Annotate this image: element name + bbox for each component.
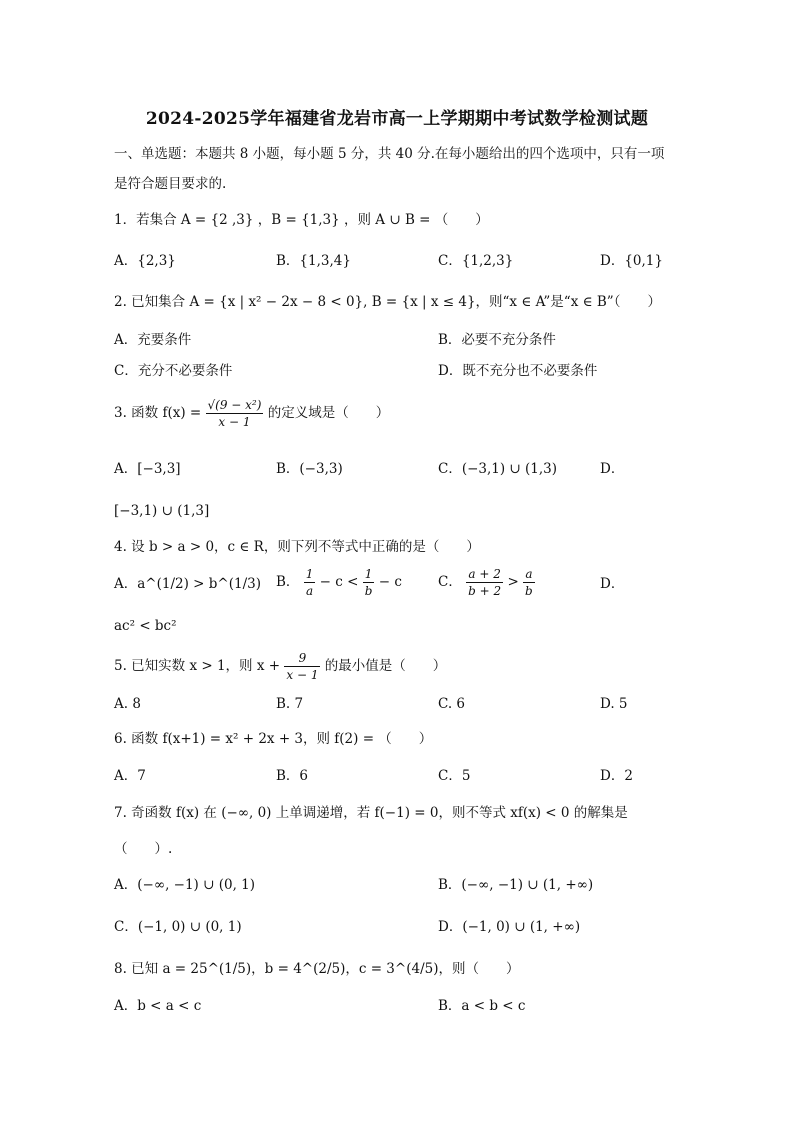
question-5-option-b: B. 7 bbox=[276, 696, 304, 712]
question-3-option-d: D． bbox=[600, 461, 625, 477]
question-3-option-c: C．(−3,1) ∪ (1,3) bbox=[438, 461, 558, 477]
question-3-denominator: x − 1 bbox=[218, 415, 251, 429]
question-5-option-d: D. 5 bbox=[600, 696, 628, 712]
frac-denominator: x − 1 bbox=[286, 668, 319, 682]
question-8-option-a: A．b < a < c bbox=[114, 998, 202, 1014]
page-title: 2024-2025学年福建省龙岩市高一上学期期中考试数学检测试题 bbox=[145, 109, 649, 129]
question-1-option-a: A．{2,3} bbox=[114, 253, 176, 269]
question-2-option-a: A．充要条件 bbox=[114, 332, 192, 348]
question-8-option-b: B．a < b < c bbox=[438, 998, 526, 1014]
frac-denominator: a bbox=[305, 584, 314, 598]
question-5-fraction bbox=[284, 650, 320, 683]
question-4-option-b-mid: − c < bbox=[319, 574, 359, 590]
question-3-option-d-value: [−3,1) ∪ (1,3] bbox=[114, 503, 210, 519]
question-4-option-b-suffix: − c bbox=[378, 574, 402, 590]
question-3-stem-suffix: 的定义域是（ ） bbox=[267, 405, 390, 421]
question-7-stem: 7. 奇函数 f(x) 在 (−∞, 0) 上单调递增，若 f(−1) = 0，则不等式 xf(x) < 0 的解集是 bbox=[114, 805, 628, 821]
question-1-stem: 1．若集合 A = {2 ,3} ，B = {1,3} ，则 A ∪ B = （ ） bbox=[114, 212, 489, 228]
frac-denominator: b bbox=[525, 584, 533, 598]
question-4-option-a: A．a^(1/2) > b^(1/3) bbox=[114, 576, 261, 592]
question-1-option-b: B．{1,3,4} bbox=[276, 253, 351, 269]
question-5-stem bbox=[114, 650, 446, 683]
question-4-option-c bbox=[438, 566, 535, 599]
question-1-option-d: D．{0,1} bbox=[600, 253, 663, 269]
frac-denominator: b bbox=[364, 584, 373, 598]
question-3-stem-prefix: 3. 函数 f(x) = bbox=[114, 405, 202, 421]
question-7-option-b: B．(−∞, −1) ∪ (1, +∞) bbox=[438, 877, 594, 893]
question-3-fraction bbox=[206, 397, 264, 430]
question-7-stem-continued: （ ）. bbox=[114, 841, 173, 857]
question-3-option-a: A．[−3,3] bbox=[114, 461, 181, 477]
question-2-option-d: D．既不充分也不必要条件 bbox=[438, 363, 598, 379]
question-7-option-a: A．(−∞, −1) ∪ (0, 1) bbox=[114, 877, 256, 893]
question-8-stem: 8. 已知 a = 25^(1/5)，b = 4^(2/5)，c = 3^(4/5)，则（ ） bbox=[114, 961, 520, 977]
question-7-option-d: D．(−1, 0) ∪ (1, +∞) bbox=[438, 919, 581, 935]
frac-numerator: a bbox=[523, 566, 535, 583]
question-4-stem: 4. 设 b > a > 0，c ∈ R，则下列不等式中正确的是（ ） bbox=[114, 539, 480, 555]
question-4-option-c-label: C． bbox=[438, 574, 462, 590]
question-5-stem-suffix: 的最小值是（ ） bbox=[324, 658, 447, 674]
question-4-option-b-frac1 bbox=[304, 566, 316, 599]
section-instruction-line2: 是符合题目要求的. bbox=[114, 176, 227, 192]
question-6-option-c: C．5 bbox=[438, 768, 471, 784]
frac-numerator: 1 bbox=[305, 567, 314, 581]
question-4-option-c-frac1 bbox=[466, 566, 503, 599]
question-7-option-c: C．(−1, 0) ∪ (0, 1) bbox=[114, 919, 242, 935]
question-3-numerator: √(9 − x²) bbox=[207, 398, 262, 412]
question-2-option-c: C．充分不必要条件 bbox=[114, 363, 233, 379]
question-4-option-d-value: ac² < bc² bbox=[114, 618, 177, 634]
question-6-option-b: B．6 bbox=[276, 768, 309, 784]
frac-numerator: a + 2 bbox=[466, 566, 503, 583]
question-2-stem: 2. 已知集合 A = {x | x² − 2x − 8 < 0}, B = {x | x ≤ 4}，则“x ∈ A”是“x ∈ B”（ ） bbox=[114, 294, 661, 310]
question-4-option-b-frac2 bbox=[363, 566, 375, 599]
question-4-option-c-mid: > bbox=[507, 574, 519, 590]
question-4-option-b bbox=[276, 566, 402, 599]
question-2-option-b: B．必要不充分条件 bbox=[438, 332, 556, 348]
question-3-stem bbox=[114, 397, 389, 430]
frac-numerator: 1 bbox=[363, 566, 375, 583]
question-4-option-b-label: B． bbox=[276, 574, 300, 590]
question-5-option-a: A. 8 bbox=[114, 696, 141, 712]
question-5-option-c: C. 6 bbox=[438, 696, 466, 712]
question-1-option-c: C．{1,2,3} bbox=[438, 253, 514, 269]
question-4-option-c-frac2 bbox=[523, 566, 535, 599]
question-3-option-b: B．(−3,3) bbox=[276, 461, 343, 477]
section-instruction-line1: 一、单选题：本题共 8 小题，每小题 5 分，共 40 分.在每小题给出的四个选项中，只有一项 bbox=[114, 146, 665, 162]
question-5-stem-prefix: 5. 已知实数 x > 1，则 x + bbox=[114, 658, 281, 674]
frac-denominator: b + 2 bbox=[468, 584, 502, 598]
question-6-option-a: A．7 bbox=[114, 768, 146, 784]
question-6-option-d: D．2 bbox=[600, 768, 633, 784]
question-4-option-d: D． bbox=[600, 576, 625, 592]
frac-numerator: 9 bbox=[284, 650, 320, 667]
question-6-stem: 6. 函数 f(x+1) = x² + 2x + 3，则 f(2) = （ ） bbox=[114, 731, 433, 747]
